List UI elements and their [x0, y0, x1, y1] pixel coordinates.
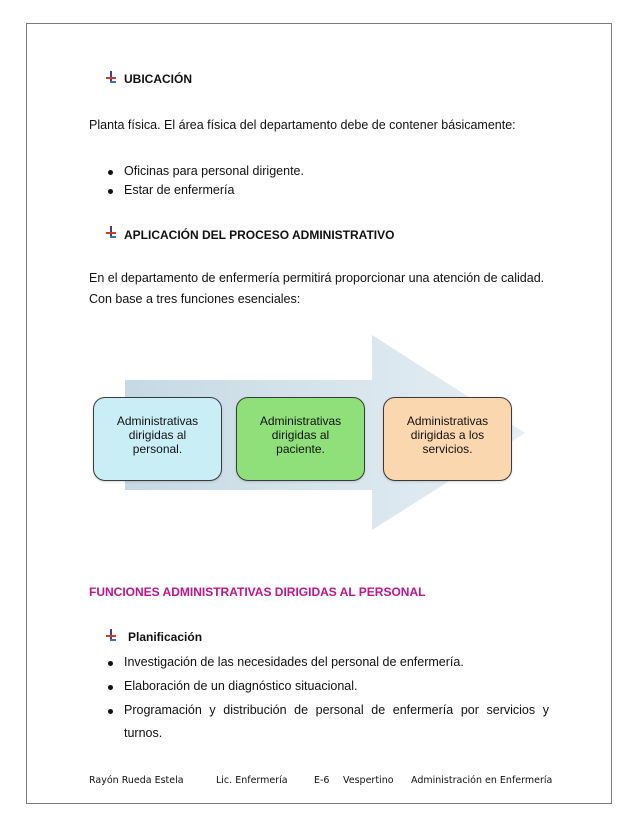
funciones-title: FUNCIONES ADMINISTRATIVAS DIRIGIDAS AL PERSONAL: [89, 585, 426, 599]
box-servicios-line-2: dirigidas a los: [410, 428, 485, 442]
bullet-dot: [108, 661, 113, 666]
aplicacion-heading: APLICACIÓN DEL PROCESO ADMINISTRATIVO: [124, 228, 395, 242]
footer-group: E-6: [314, 775, 330, 786]
footer-subject: Administración en Enfermería: [411, 775, 553, 786]
pushpin-icon: [104, 70, 118, 84]
footer-career: Lic. Enfermería: [216, 775, 288, 786]
bullet-dot: [108, 189, 113, 194]
footer-author: Rayón Rueda Estela: [89, 775, 184, 786]
bullet-dot: [108, 685, 113, 690]
bullet-estar: Estar de enfermería: [124, 183, 235, 197]
box-personal: [93, 397, 222, 481]
footer-shift: Vespertino: [343, 775, 394, 786]
box-paciente-line-1: Administrativas: [259, 414, 342, 428]
aplicacion-line-2: Con base a tres funciones esenciales:: [89, 292, 301, 306]
bullet-programacion-line-1: Programación y distribución de personal de enfermería por servicios y: [124, 703, 549, 717]
bullet-elaboracion: Elaboración de un diagnóstico situacional.: [124, 679, 358, 693]
box-paciente-line-3: paciente.: [276, 442, 325, 456]
box-personal-line-3: personal.: [132, 442, 183, 456]
aplicacion-line-1: En el departamento de enfermería permitirá proporcionar una atención de calidad.: [89, 271, 545, 285]
bullet-dot: [108, 170, 113, 175]
box-paciente: [236, 397, 365, 481]
planificacion-heading: Planificación: [128, 630, 203, 644]
box-paciente-line-2: dirigidas al: [271, 428, 330, 442]
ubicacion-heading: UBICACIÓN: [124, 72, 192, 86]
bullet-programacion-line-2: turnos.: [124, 726, 163, 740]
bullet-oficinas: Oficinas para personal dirigente.: [124, 164, 304, 178]
bullet-dot: [108, 709, 113, 714]
box-personal-line-2: dirigidas al: [128, 428, 187, 442]
planta-fisica-text: Planta física. El área física del departamento debe de contener básicamente:: [89, 118, 516, 132]
box-personal-line-1: Administrativas: [116, 414, 199, 428]
bullet-investigacion: Investigación de las necesidades del personal de enfermería.: [124, 655, 464, 669]
box-servicios-line-1: Administrativas: [406, 414, 489, 428]
box-servicios: [383, 397, 512, 481]
pushpin-icon: [104, 225, 118, 239]
pushpin-icon: [104, 628, 118, 642]
box-servicios-line-3: servicios.: [422, 442, 473, 456]
